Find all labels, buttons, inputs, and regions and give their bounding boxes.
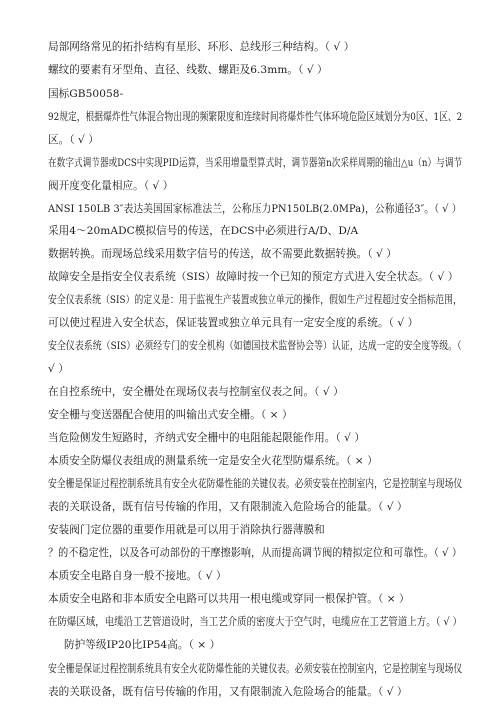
text-line: √ ） xyxy=(48,363,69,375)
text-line: 在防爆区域，电缆沿工艺管道设时，当工艺介质的密度大于空气时，电缆应在工艺管道上方。（ √ ） xyxy=(48,616,463,628)
text-line: 在自控系统中，安全栅处在现场仪表与控制室仪表之间。（ √ ） xyxy=(48,386,344,398)
text-line: ？的不稳定性，以及各可动部份的干摩擦影响，从而提高调节阀的精拟定位和可靠性。（ √ ） xyxy=(48,547,463,559)
text-line: 本质安全电路自身一般不接地。（ √ ） xyxy=(48,570,227,582)
text-line: 92规定，根据爆炸性气体混合物出现的频繁限度和连续时间将爆炸性气体环境危险区域划分为0区、1区、2 xyxy=(48,111,463,123)
text-line: 国标GB50058- xyxy=(48,88,124,100)
text-line: 表的关联设备，既有信号传输的作用，又有限制流入危险场合的能量。（ √ ） xyxy=(48,686,408,698)
text-line: 区。（ √ ） xyxy=(48,134,99,146)
text-line: 安全仪表系统（SIS）的定义是：用于监视生产装置或独立单元的操作，假如生产过程超过安全指标范围， xyxy=(48,294,462,306)
text-line: 当危险侧发生短路时，齐纳式安全栅中的电阻能起限能作用。（ √ ） xyxy=(48,432,366,444)
text-line: 阀开度变化量相应。（ √ ） xyxy=(48,180,174,192)
text-line: 安全栅与变送器配合使用的叫输出式安全栅。（ × ） xyxy=(48,409,293,421)
text-line: 采用4～20mADC模拟信号的传送，在DCS中必须进行A/D、D/A xyxy=(48,225,359,237)
text-line: 数据转换。而现场总线采用数字信号的传送，故不需要此数据转换。（ √ ） xyxy=(48,248,397,260)
text-line: 表的关联设备，既有信号传输的作用，又有限制流入危险场合的能量。（ √ ） xyxy=(48,501,408,513)
text-line: 安装阀门定位器的重要作用就是可以用于消除执行器薄膜和 xyxy=(48,524,325,536)
text-line: 在数字式调节器或DCS中实现PID运算，当采用增量型算式时，调节器第n次采样周期的输出△u（n）与调节 xyxy=(48,157,463,169)
text-line: 螺纹的要素有牙型角、直径、线数、螺距及6.3mm。（ √ ） xyxy=(48,64,328,76)
text-line: 安全栅是保证过程控制系统具有安全火花防爆性能的关键仪表。必须安装在控制室内，它是控制室与现场仪 xyxy=(48,478,463,490)
text-line: ANSI 150LB 3″表达美国国家标准法兰，公称压力PN150LB(2.0MPa)，公称通径3″。（ √ ） xyxy=(48,203,462,215)
text-line: 本质安全防爆仪表组成的测量系统一定是安全火花型防爆系统。（ × ） xyxy=(48,455,378,467)
text-line: 安全仪表系统（SIS）必须经专门的安全机构（如德国技术监督协会等）认证，达成一定的安全度等级。（ xyxy=(48,340,462,352)
text-line: 本质安全电路和非本质安全电路可以共用一根电缆或穿同一根保护管。（ × ） xyxy=(48,593,410,605)
text-line: 局部网络常见的拓扑结构有星形、环形、总线形三种结构。（ √ ） xyxy=(48,41,355,53)
text-line: 可以使过程进入安全状态，保证装置或独立单元具有一定安全度的系统。（ √ ） xyxy=(48,317,419,329)
text-line: 安全栅是保证过程控制系统具有安全火花防爆性能的关键仪表。必须安装在控制室内，它是控制室与现场仪 xyxy=(48,663,463,675)
text-line: 故障安全是指安全仪表系统（SIS）故障时按一个已知的预定方式进入安全状态。（ √ ） xyxy=(48,271,459,283)
text-line: 防护等级IP20比IP54高。（ × ） xyxy=(64,639,221,651)
